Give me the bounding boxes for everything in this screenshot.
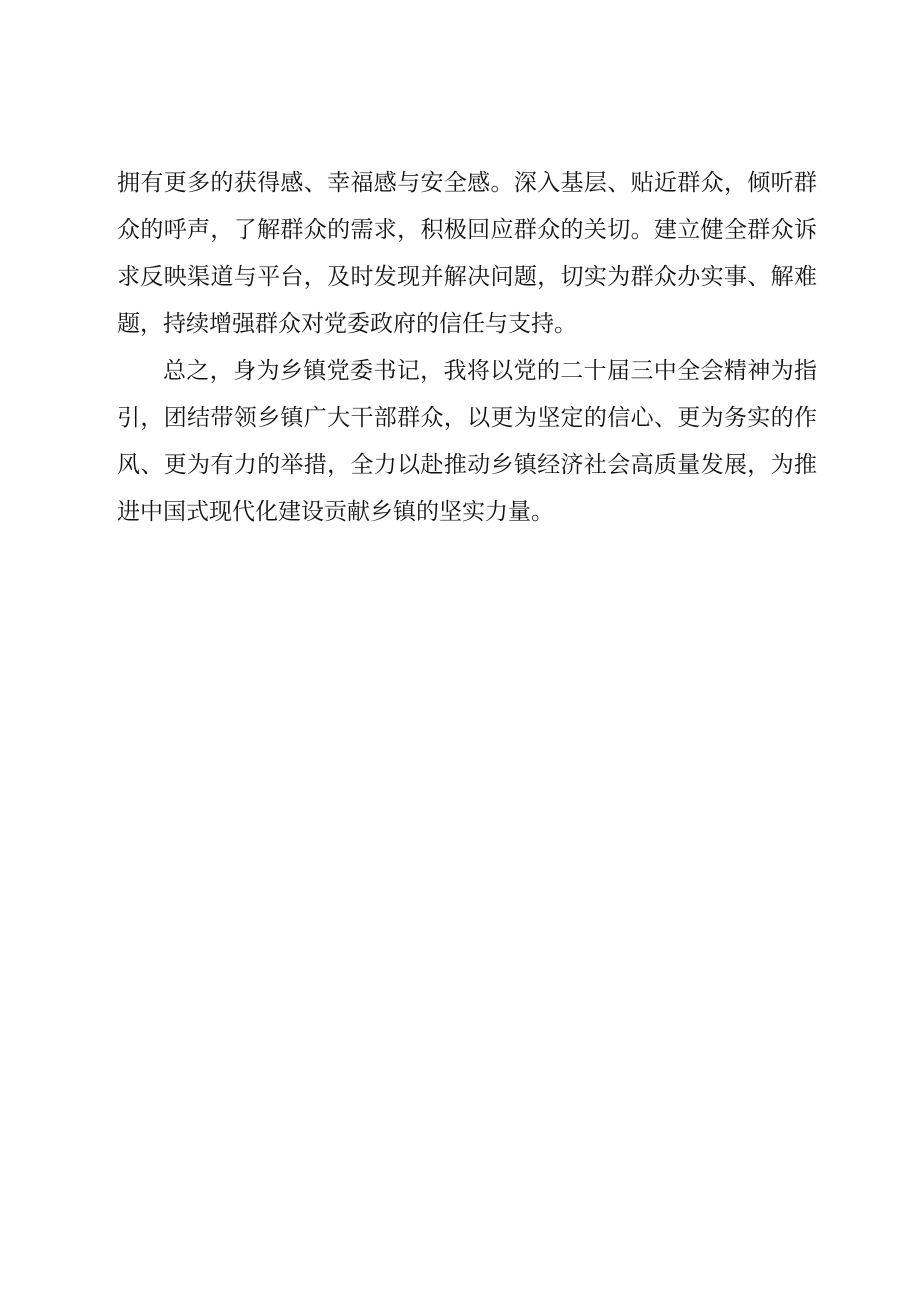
text-line: 风、更为有力的举措，全力以赴推动乡镇经济社会高质量发展，为推 (117, 452, 817, 478)
text-line: 进中国式现代化建设贡献乡镇的坚实力量。 (117, 499, 554, 525)
document-body (117, 160, 817, 536)
text-line: 拥有更多的获得感、幸福感与安全感。深入基层、贴近群众，倾听群 (117, 170, 817, 196)
paragraph-2 (117, 348, 817, 536)
text-line: 众的呼声，了解群众的需求，积极回应群众的关切。建立健全群众诉 (117, 217, 817, 243)
text-line: 求反映渠道与平台，及时发现并解决问题，切实为群众办实事、解难 (117, 264, 817, 290)
text-line: 引，团结带领乡镇广大干部群众，以更为坚定的信心、更为务实的作 (117, 405, 817, 431)
text-line: 总之，身为乡镇党委书记，我将以党的二十届三中全会精神为指 (163, 358, 817, 384)
paragraph-1 (117, 160, 817, 348)
text-line: 题，持续增强群众对党委政府的信任与支持。 (117, 311, 577, 337)
